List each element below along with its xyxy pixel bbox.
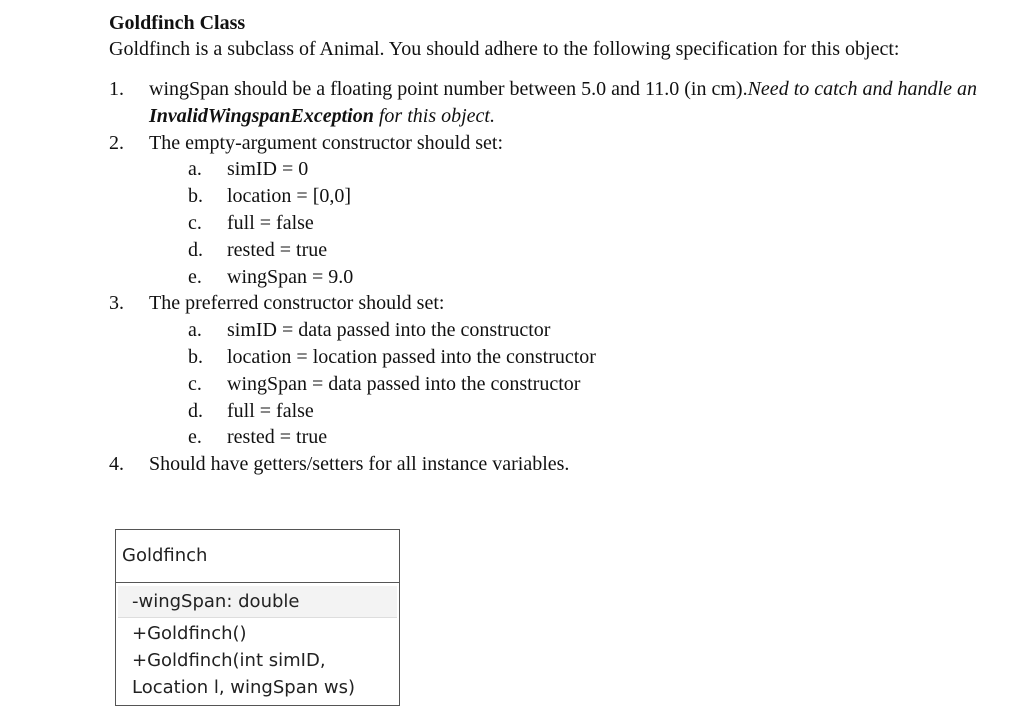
uml-method: +Goldfinch(int simID, xyxy=(132,650,326,671)
sub-text: simID = data passed into the constructor xyxy=(227,319,551,342)
sub-text: full = false xyxy=(227,399,314,422)
uml-class-diagram xyxy=(115,529,400,706)
sub-letter: a. xyxy=(188,158,202,181)
list-number: 1. xyxy=(109,78,124,100)
document-body xyxy=(109,10,989,478)
spec-item-2 xyxy=(109,130,989,291)
sub-letter: c. xyxy=(188,211,202,234)
sub-item xyxy=(149,183,989,210)
sub-item xyxy=(149,398,989,425)
sub-text: wingSpan = data passed into the constructor xyxy=(227,372,581,395)
sub-letter: e. xyxy=(188,265,202,288)
sub-text: wingSpan = 9.0 xyxy=(227,265,354,288)
uml-method-continuation: Location l, wingSpan ws) xyxy=(132,677,355,698)
sub-item xyxy=(149,424,989,451)
spec-item-text: The preferred constructor should set: xyxy=(149,292,445,315)
spec-item-text: The empty-argument constructor should set: xyxy=(149,131,503,154)
sub-text: simID = 0 xyxy=(227,158,309,181)
sub-text: full = false xyxy=(227,211,314,234)
spec-item-note: Need to catch and handle an xyxy=(747,78,977,100)
sub-letter: a. xyxy=(188,319,202,342)
sub-list xyxy=(149,317,989,451)
sub-letter: c. xyxy=(188,372,202,395)
list-number: 3. xyxy=(109,292,124,315)
uml-attribute: -wingSpan: double xyxy=(132,591,300,612)
sub-list xyxy=(149,156,989,290)
spec-item-4 xyxy=(109,451,989,478)
sub-item xyxy=(149,210,989,237)
sub-letter: d. xyxy=(188,238,203,261)
sub-text: location = [0,0] xyxy=(227,185,352,208)
sub-item xyxy=(149,156,989,183)
sub-item xyxy=(149,264,989,291)
sub-text: location = location passed into the constructor xyxy=(227,345,596,368)
sub-letter: e. xyxy=(188,426,202,449)
uml-class-name: Goldfinch xyxy=(116,530,399,583)
spec-item-3 xyxy=(109,290,989,451)
sub-text: rested = true xyxy=(227,238,328,261)
spec-item-1 xyxy=(109,76,989,130)
intro-paragraph: Goldfinch is a subclass of Animal. You should adhere to the following specification for this object: xyxy=(109,38,900,60)
sub-letter: b. xyxy=(188,185,203,208)
specification-list xyxy=(109,76,989,478)
sub-letter: d. xyxy=(188,399,203,422)
sub-item xyxy=(149,371,989,398)
exception-name: InvalidWingspanException xyxy=(149,104,374,127)
uml-attributes xyxy=(118,586,397,618)
sub-item xyxy=(149,317,989,344)
sub-letter: b. xyxy=(188,345,203,368)
sub-item xyxy=(149,344,989,371)
sub-text: rested = true xyxy=(227,426,328,449)
uml-methods xyxy=(116,618,399,705)
spec-item-text: Should have getters/setters for all instance variables. xyxy=(149,453,570,476)
sub-item xyxy=(149,237,989,264)
list-number: 2. xyxy=(109,131,124,154)
spec-item-note-end: for this object. xyxy=(373,104,495,127)
uml-method: +Goldfinch() xyxy=(132,623,247,644)
list-number: 4. xyxy=(109,453,124,476)
spec-item-text: wingSpan should be a floating point number between 5.0 and 11.0 (in cm). xyxy=(149,78,748,100)
section-title: Goldfinch Class xyxy=(109,12,246,34)
